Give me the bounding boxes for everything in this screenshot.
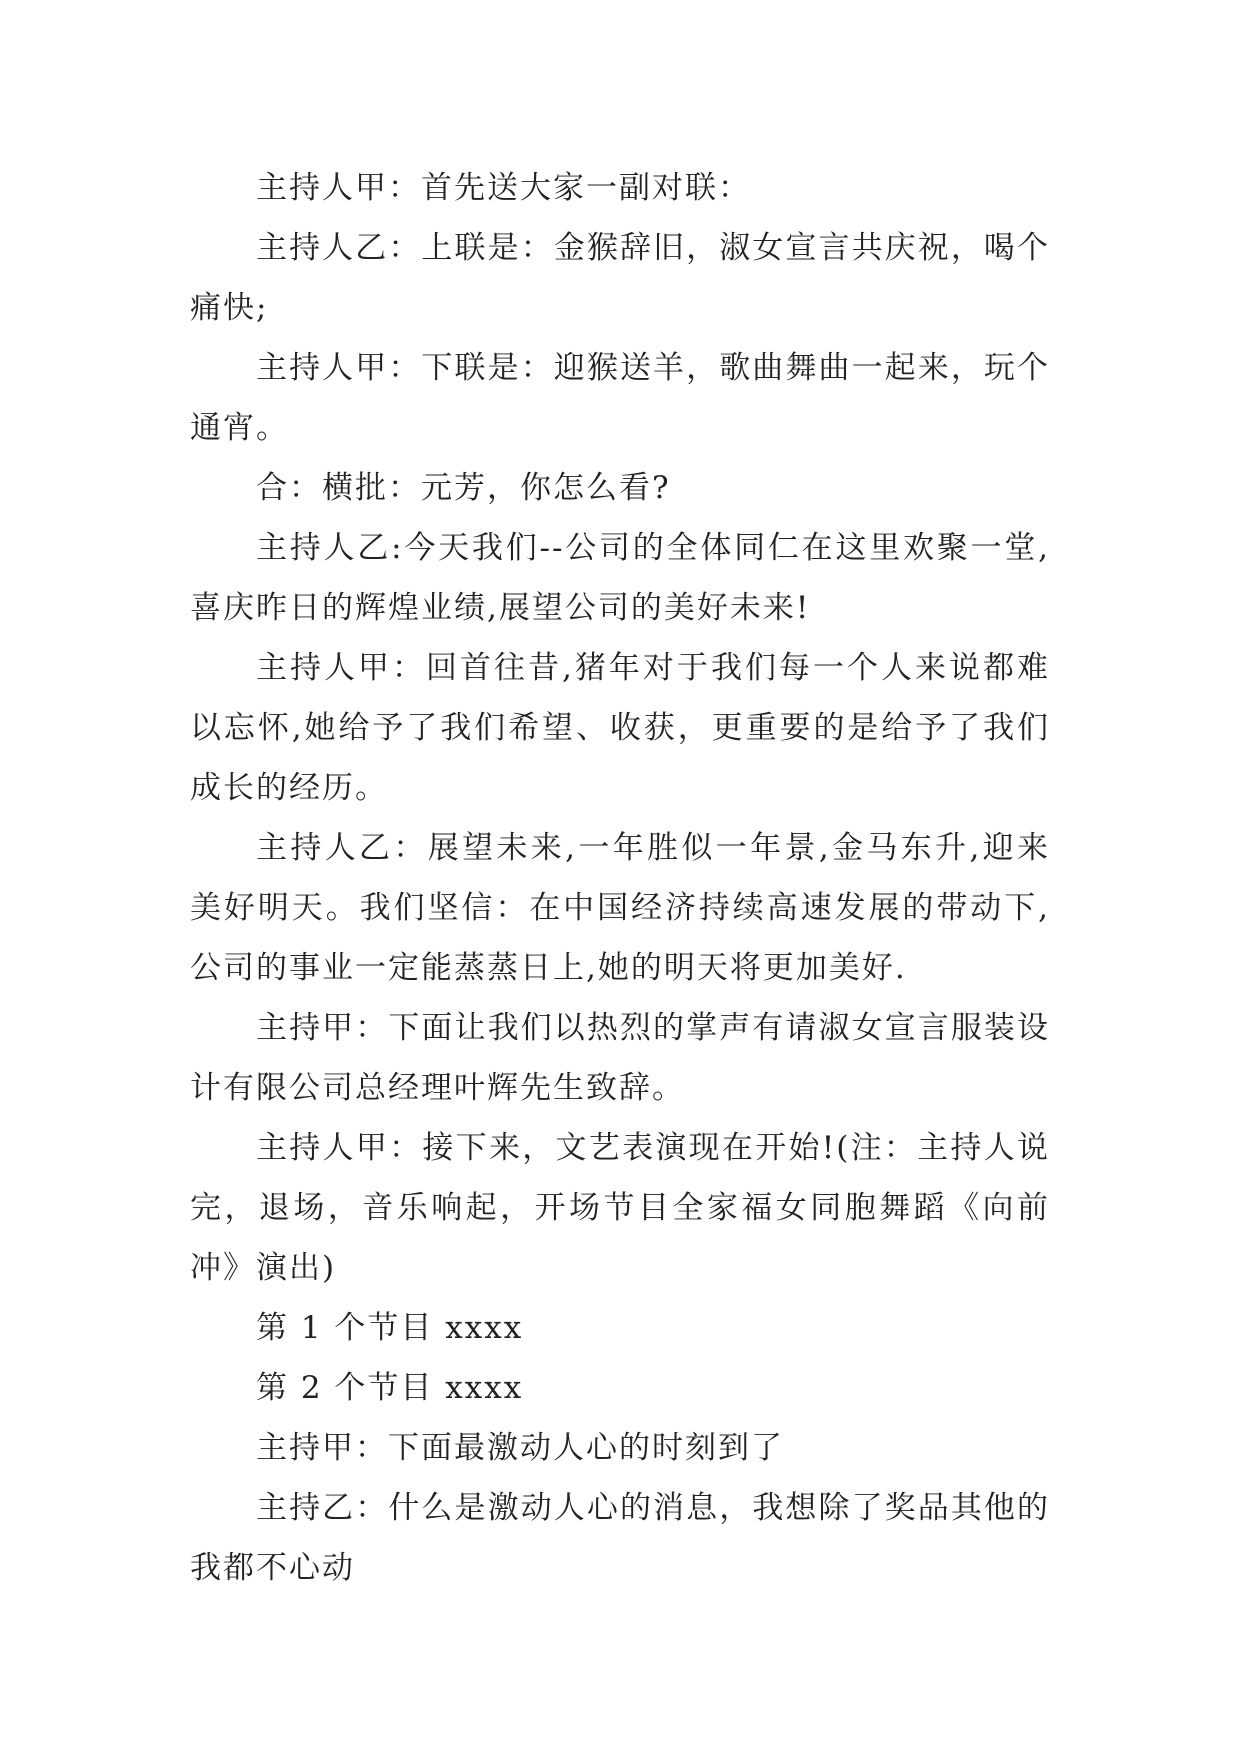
paragraph-5: 主持人乙:今天我们--公司的全体同仁在这里欢聚一堂,喜庆昨日的辉煌业绩,展望公司的美好未来! [190, 530, 1050, 626]
paragraph-11: 第 2 个节目 xxxx [256, 1370, 524, 1406]
paragraph-2: 主持人乙：上联是：金猴辞旧，淑女宣言共庆祝，喝个痛快; [190, 230, 1050, 326]
paragraph-3: 主持人甲：下联是：迎猴送羊，歌曲舞曲一起来，玩个通宵。 [190, 350, 1050, 446]
paragraph-7: 主持人乙：展望未来,一年胜似一年景,金马东升,迎来美好明天。我们坚信：在中国经济持续高速发展的带动下,公司的事业一定能蒸蒸日上,她的明天将更加美好. [190, 830, 1050, 986]
paragraph-13: 主持乙：什么是激动人心的消息，我想除了奖品其他的我都不心动 [190, 1490, 1050, 1586]
paragraph-4: 合：横批：元芳，你怎么看? [256, 470, 671, 506]
document-body [190, 158, 1050, 1598]
paragraph-1: 主持人甲：首先送大家一副对联： [256, 170, 751, 206]
paragraph-12: 主持甲：下面最激动人心的时刻到了 [256, 1430, 784, 1466]
paragraph-6: 主持人甲：回首往昔,猪年对于我们每一个人来说都难以忘怀,她给予了我们希望、收获，更重要的是给予了我们成长的经历。 [190, 650, 1050, 806]
paragraph-9: 主持人甲：接下来，文艺表演现在开始!(注：主持人说完，退场，音乐响起，开场节目全家福女同胞舞蹈《向前冲》演出) [190, 1130, 1050, 1286]
paragraph-8: 主持甲：下面让我们以热烈的掌声有请淑女宣言服装设计有限公司总经理叶辉先生致辞。 [190, 1010, 1050, 1106]
paragraph-10: 第 1 个节目 xxxx [256, 1310, 524, 1346]
